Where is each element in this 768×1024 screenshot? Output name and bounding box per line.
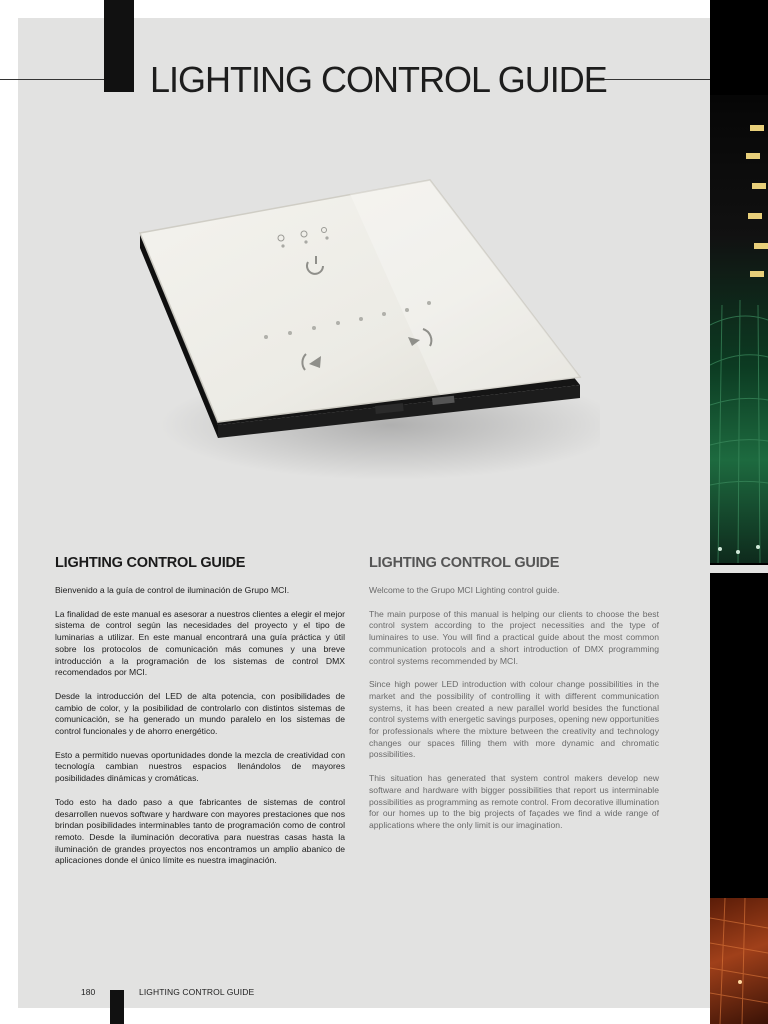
paragraph: The main purpose of this manual is helping our clients to choose the best control system according to the project necessities and the type of luminaires to use. You will find a practical guide about the most common communication protocols and a short introduction of DMX programming control systems recommended by MCI.	[369, 608, 659, 666]
column-heading: LIGHTING CONTROL GUIDE	[369, 555, 560, 571]
light-dot	[718, 547, 722, 551]
paragraph: Esto a permitido nuevas oportunidades donde la mezcla de creatividad con tecnología cambian nuestros espacios llenándolos de mayores posibilidades dinámicas y cromáticas.	[55, 749, 345, 784]
building-night-photo	[710, 95, 768, 563]
paragraph: Desde la introducción del LED de alta potencia, con posibilidades de cambio de color, y la posibilidad de controlarlo con distintos sistemas de comunicación, se ha generado un mundo paralelo en los sistemas de control funcionales y de ahorro energético.	[55, 690, 345, 737]
paragraph: Since high power LED introduction with colour change possibilities in the market and the possibility of controlling it with different communication systems, it has been created a new parallel world besides the functional control systems with energetic savings purposes, opening new opportunities for professionals where the mixture between the creativity and technology changes our spaces filling them with more dynamic and chromatic possibilities.	[369, 679, 659, 760]
paragraph: La finalidad de este manual es asesorar a nuestros clientes a elegir el mejor sistema de control según las necesidades del proyecto y el tipo de luminarias a utilizar. En este manual encontrará una guía práctica y útil sobre los protocolos de comunicación más comunes y una breve introducción a la programación de los sistemas de control DMX recomendados por MCI.	[55, 608, 345, 678]
building-night-photo-2	[710, 898, 768, 1024]
paragraph: This situation has generated that system control makers develop new software and hardware with bigger possibilities that report us interminable possibilities as programming as remote control. From decorative illumination for our homes up to the big projects of façades we find a wide range of applications where the only limit is our imagination.	[369, 773, 659, 830]
header-rule-left	[0, 79, 104, 80]
paragraph: Todo esto ha dado paso a que fabricantes de sistemas de control desarrollen nuevos software y hardware con mayores prestaciones que nos brindan posibilidades interminables tanto de programación como de control remoto. Desde la iluminación decorativa para nuestras casas hasta la iluminación de grandes proyectos nos encontramos un amplio abanico de aplicaciones donde el único límite es nuestra imaginación.	[55, 796, 345, 866]
light-dot	[756, 545, 760, 549]
paragraph: Welcome to the Grupo MCI Lighting control guide.	[369, 585, 560, 595]
page-title: LIGHTING CONTROL GUIDE	[150, 59, 607, 100]
header-tab-marker	[104, 0, 134, 92]
light-dot	[736, 550, 740, 554]
english-column	[369, 555, 659, 844]
page-number: 180	[81, 987, 96, 997]
paragraph: Bienvenido a la guía de control de iluminación de Grupo MCI.	[55, 585, 290, 595]
side-photo-strip	[710, 0, 768, 1024]
photo-divider	[710, 565, 768, 573]
header-rule-right	[604, 79, 710, 80]
light-dot	[738, 980, 742, 984]
facade-grid	[710, 95, 768, 563]
column-heading: LIGHTING CONTROL GUIDE	[55, 555, 246, 571]
touch-panel-controller-image	[120, 170, 600, 500]
footer-tab-marker	[110, 990, 124, 1024]
spanish-column	[55, 555, 345, 879]
facade-grid-2	[710, 898, 768, 1024]
footer-title: LIGHTING CONTROL GUIDE	[139, 987, 255, 997]
